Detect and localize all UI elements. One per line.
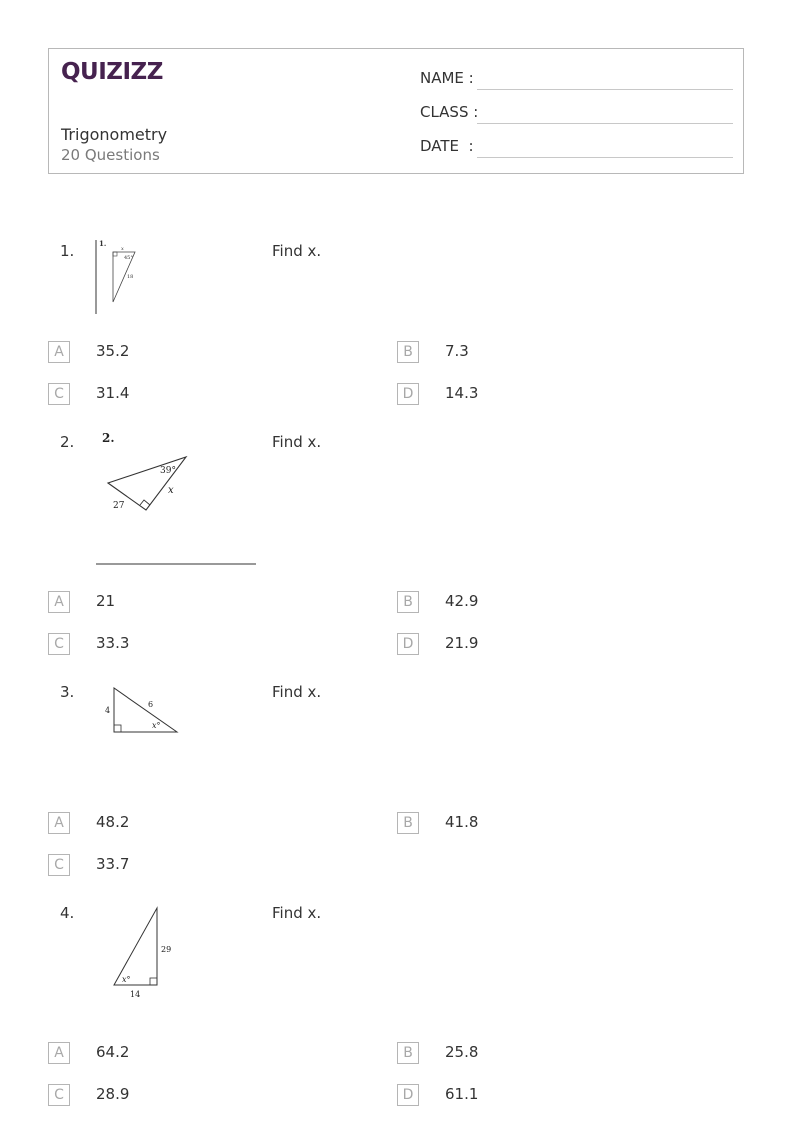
quizizz-logo: QUIZIZZ [61, 59, 163, 85]
option-letter-box[interactable]: C [48, 633, 70, 655]
question-4-figure [106, 904, 178, 1002]
figure-label: 4 [105, 706, 111, 715]
question-3-figure [100, 682, 184, 738]
figure-label: x [168, 485, 174, 496]
option-letter-box[interactable]: A [48, 1042, 70, 1064]
option-letter-box[interactable]: B [397, 591, 419, 613]
question-1-figure [94, 238, 142, 316]
worksheet-title: Trigonometry [61, 125, 168, 144]
option-text[interactable]: 21 [96, 592, 116, 610]
figure-label: x° [122, 975, 131, 984]
figure-label: 18 [127, 274, 134, 280]
option-text[interactable]: 31.4 [96, 384, 130, 402]
question-number: 2. [60, 433, 75, 451]
question-text: Find x. [272, 904, 322, 922]
figure-label: 14 [130, 990, 141, 999]
option-letter-box[interactable]: A [48, 812, 70, 834]
name-line[interactable] [477, 89, 733, 90]
option-letter-box[interactable]: D [397, 1084, 419, 1106]
option-letter-box[interactable]: B [397, 1042, 419, 1064]
option-letter-box[interactable]: C [48, 383, 70, 405]
option-text[interactable]: 25.8 [445, 1043, 479, 1061]
option-text[interactable]: 14.3 [445, 384, 479, 402]
option-text[interactable]: 42.9 [445, 592, 479, 610]
option-text[interactable]: 21.9 [445, 634, 479, 652]
date-label: DATE : [420, 137, 474, 155]
option-text[interactable]: 64.2 [96, 1043, 130, 1061]
option-letter-box[interactable]: A [48, 341, 70, 363]
figure-label: 27 [113, 501, 125, 511]
figure-label: 2. [102, 431, 115, 445]
name-label: NAME : [420, 69, 474, 87]
class-line[interactable] [477, 123, 733, 124]
figure-label: x [121, 246, 124, 252]
figure-label: 6 [148, 700, 154, 709]
option-letter-box[interactable]: D [397, 633, 419, 655]
question-text: Find x. [272, 433, 322, 451]
option-letter-box[interactable]: B [397, 812, 419, 834]
worksheet-header [48, 48, 744, 174]
option-letter-box[interactable]: D [397, 383, 419, 405]
option-text[interactable]: 28.9 [96, 1085, 130, 1103]
figure-label: 29 [161, 945, 172, 954]
option-text[interactable]: 61.1 [445, 1085, 479, 1103]
figure-label: 39° [160, 466, 176, 476]
question-2-figure [96, 428, 258, 568]
question-count: 20 Questions [61, 146, 160, 164]
class-label: CLASS : [420, 103, 479, 121]
option-letter-box[interactable]: A [48, 591, 70, 613]
question-number: 1. [60, 242, 75, 260]
question-number: 3. [60, 683, 75, 701]
option-letter-box[interactable]: C [48, 854, 70, 876]
date-line[interactable] [477, 157, 733, 158]
option-letter-box[interactable]: C [48, 1084, 70, 1106]
option-text[interactable]: 48.2 [96, 813, 130, 831]
option-text[interactable]: 7.3 [445, 342, 469, 360]
question-number: 4. [60, 904, 75, 922]
question-text: Find x. [272, 242, 322, 260]
figure-label: 1. [99, 239, 107, 248]
option-text[interactable]: 35.2 [96, 342, 130, 360]
figure-label: 45° [124, 255, 133, 261]
figure-label: x° [152, 721, 161, 730]
question-text: Find x. [272, 683, 322, 701]
option-text[interactable]: 33.3 [96, 634, 130, 652]
option-text[interactable]: 41.8 [445, 813, 479, 831]
option-text[interactable]: 33.7 [96, 855, 130, 873]
option-letter-box[interactable]: B [397, 341, 419, 363]
